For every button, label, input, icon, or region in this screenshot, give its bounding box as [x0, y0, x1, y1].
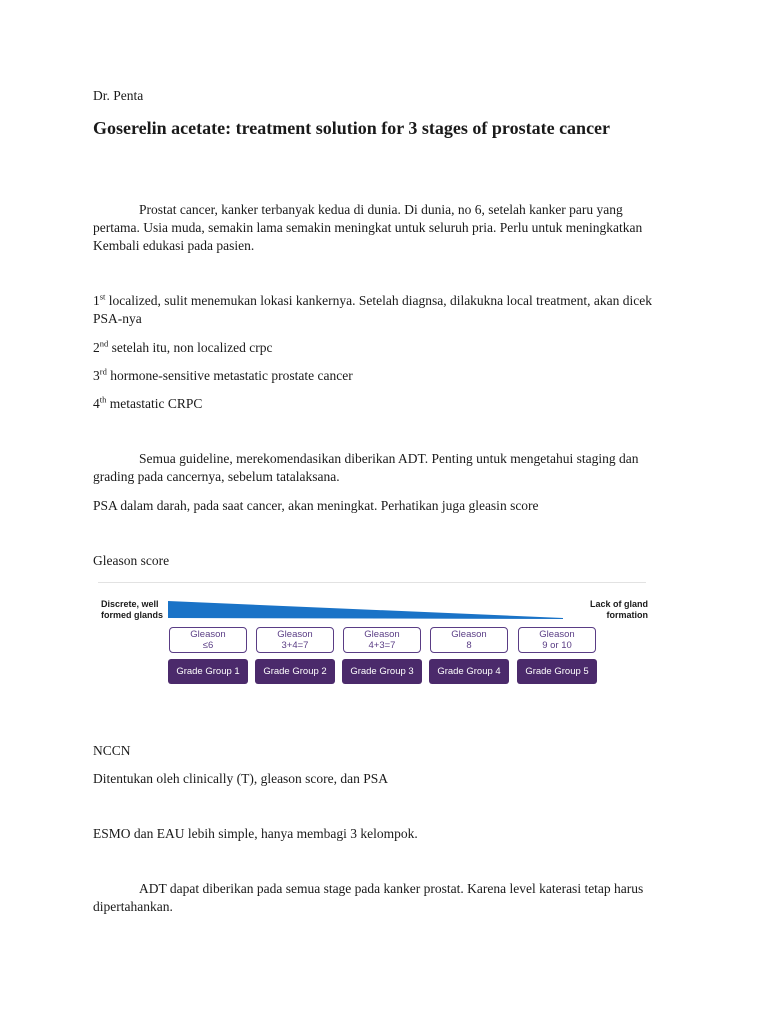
- gleason-box-label: Gleason: [190, 629, 226, 640]
- stage-1: [93, 292, 668, 328]
- esmo-paragraph: ESMO dan EAU lebih simple, hanya membagi 3 kelompok.: [93, 826, 418, 841]
- stage-3: [93, 367, 668, 385]
- gleason-box-value: 9 or 10: [542, 640, 572, 651]
- stage-2-text: setelah itu, non localized crpc: [108, 340, 273, 355]
- nccn-heading: NCCN: [93, 743, 131, 758]
- gleason-box-3: [343, 627, 421, 653]
- stage-2-suffix: nd: [99, 338, 109, 349]
- stage-1-text: localized, sulit menemukan lokasi kankernya. Setelah diagnsa, dilakukna local treatment, akan dicek PSA-nya: [93, 293, 652, 326]
- well-formed-label-line2: formed glands: [101, 610, 164, 620]
- gleason-box-value: 4+3=7: [368, 640, 396, 651]
- gleason-box-label: Gleason: [451, 629, 487, 640]
- gleason-box-1: [169, 627, 247, 653]
- gleason-box-2: [256, 627, 334, 653]
- psa-paragraph: PSA dalam darah, pada saat cancer, akan meningkat. Perhatikan juga gleasin score: [93, 498, 539, 513]
- gleason-box-label: Gleason: [277, 629, 313, 640]
- stage-3-suffix: rd: [99, 366, 107, 377]
- stage-4: [93, 395, 668, 413]
- grade-group-1-badge: Grade Group 1: [168, 659, 248, 684]
- gleason-box-value: 8: [466, 640, 472, 651]
- grade-group-2-badge: Grade Group 2: [255, 659, 335, 684]
- well-formed-label: [101, 599, 163, 621]
- gleason-box-label: Gleason: [539, 629, 575, 640]
- gleason-box-5: [518, 627, 596, 653]
- stage-2: [93, 339, 668, 357]
- adt-paragraph: ADT dapat diberikan pada semua stage pada kanker prostat. Karena level katerasi tetap harus dipertahankan.: [93, 881, 644, 914]
- stage-4-number: 4: [93, 396, 100, 411]
- gleason-grade-diagram: [93, 580, 653, 698]
- stage-1-number: 1: [93, 293, 100, 308]
- grade-group-3-badge: Grade Group 3: [342, 659, 422, 684]
- well-formed-label-line1: Discrete, well: [101, 599, 159, 609]
- stage-2-number: 2: [93, 340, 100, 355]
- guideline-paragraph: Semua guideline, merekomendasikan diberikan ADT. Penting untuk mengetahui staging dan grading pada cancernya, sebelum tatalaksana.: [93, 451, 639, 484]
- stage-3-text: hormone-sensitive metastatic prostate cancer: [106, 368, 353, 383]
- stage-1-suffix: st: [99, 291, 106, 302]
- gleason-box-label: Gleason: [364, 629, 400, 640]
- stage-3-number: 3: [93, 368, 100, 383]
- author-name: Dr. Penta: [93, 88, 144, 103]
- intro-paragraph: Prostat cancer, kanker terbanyak kedua di dunia. Di dunia, no 6, setelah kanker paru yang pertama. Usia muda, semakin lama semakin meningkat untuk seluruh pria. Perlu untuk meningkatkan Kembali edukasi pada pasien.: [93, 202, 643, 253]
- stage-4-text: metastatic CRPC: [106, 396, 203, 411]
- gland-loss-label-line1: Lack of gland: [589, 599, 648, 609]
- gland-loss-label-line2: formation: [606, 610, 648, 620]
- gleason-heading: Gleason score: [93, 553, 170, 568]
- gradient-wedge-shape: [168, 601, 563, 619]
- gleason-box-value: 3+4=7: [281, 640, 309, 651]
- gleason-box-value: ≤6: [202, 640, 214, 651]
- grade-group-4-badge: Grade Group 4: [429, 659, 509, 684]
- grade-group-5-badge: Grade Group 5: [517, 659, 597, 684]
- nccn-paragraph: Ditentukan oleh clinically (T), gleason score, dan PSA: [93, 771, 389, 786]
- gleason-box-4: [430, 627, 508, 653]
- stage-4-suffix: th: [99, 394, 107, 405]
- gland-loss-label: [590, 599, 648, 621]
- document-title: Goserelin acetate: treatment solution for 3 stages of prostate cancer: [93, 118, 611, 138]
